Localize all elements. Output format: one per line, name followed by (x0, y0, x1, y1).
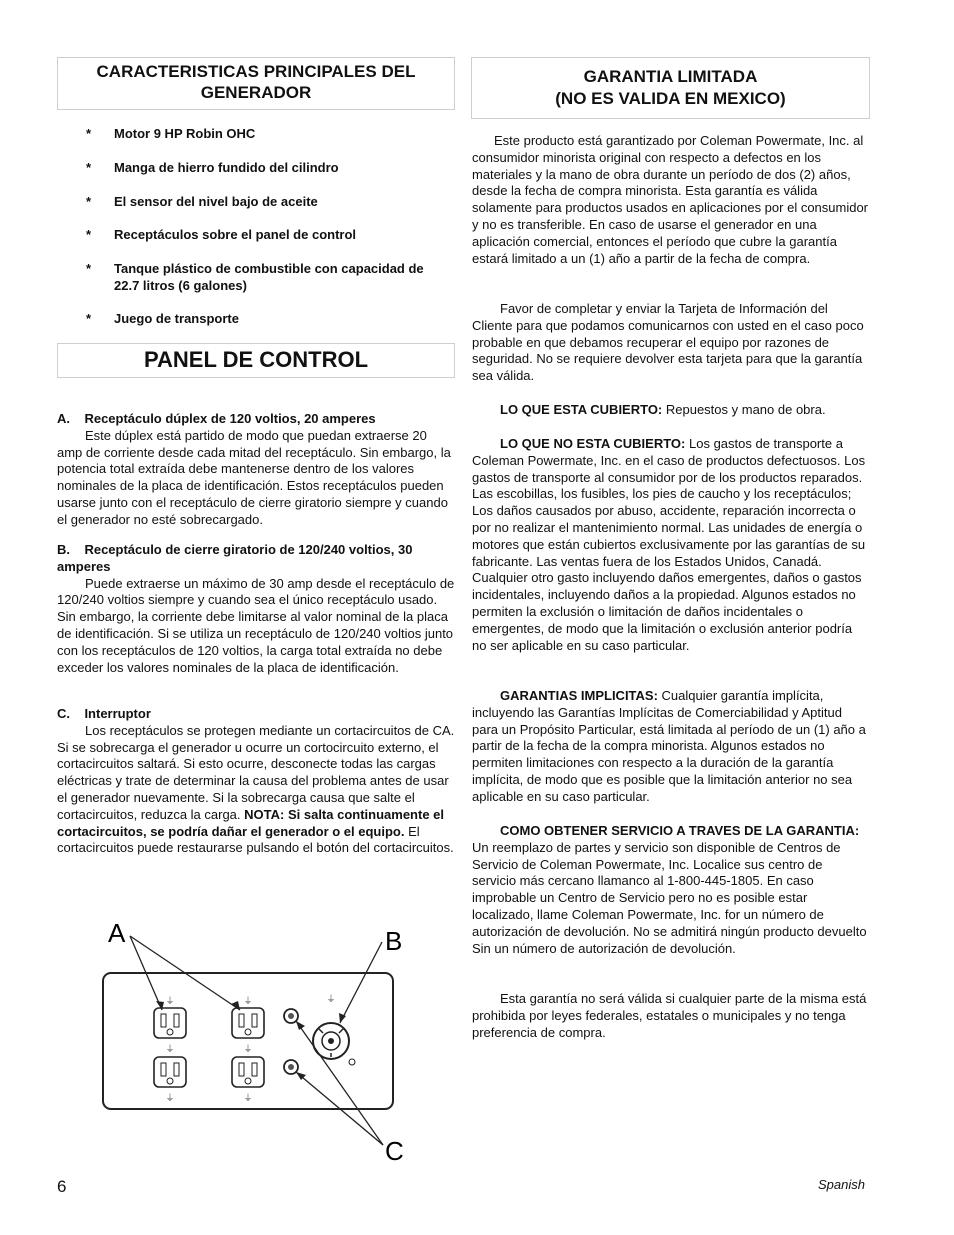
svg-text:⏚: ⏚ (165, 996, 175, 1006)
svg-text:⏚: ⏚ (165, 1044, 175, 1054)
section-b (57, 542, 455, 676)
section-a (57, 411, 455, 529)
not-covered-paragraph: LO QUE NO ESTA CUBIERTO: Los gastos de transporte a Coleman Powermate, Inc. en el caso de productos defectuosos. Los gastos de transporte al consumidor por de los productos reparados. Las escobillas, los fusibles, los pies de caucho y los receptáculos; Los daños causados por abuso, accidente, reparación incorrecta o por no realizar el mantenimiento normal. Las unidades de energía o motores que están cubiertos exclusivamente por las garantías de su fabricante. Las ventas fuera de los Estados Unidos, Canadá. Cualquier otro gasto incluyendo daños emergentes, daños o gastos incidentales, incluyendo daños a la propiedad. Algunos estados no permiten la exclusión o limitación de daños incidentales o emergentes, de modo que la limitación o exclusión anterior podría no ser aplicable en su caso particular. (472, 436, 866, 653)
section-b-body: Puede extraerse un máximo de 30 amp desde el receptáculo de 120/240 voltios siempre y cuando sea el único receptáculo usado. Sin embargo, la corriente debe limitarse al valor nominal de la placa de identificación. Si se utiliza un receptáculo de 120/240 voltios junto con los receptáculos de 120 voltios, la carga total extraída no debe exceder los valores nominales de la placa de identificación. (57, 575, 455, 675)
warranty-heading: GARANTIA LIMITADA (NO ES VALIDA EN MEXICO) (471, 57, 870, 119)
svg-text:⏚: ⏚ (243, 1093, 253, 1103)
label-a: A (108, 918, 126, 948)
svg-text:⏚: ⏚ (243, 996, 253, 1006)
section-a-body: Este dúplex está partido de modo que puedan extraerse 20 amp de corriente desde cada mitad del receptáculo. Sin embargo, la potencia total extraída debe mantenerse dentro de los valores nominales de la placa de identificación. Estos receptáculos pueden usarse junto con el receptáculo de cierre giratorio siempre y cuando el generador no esté sobrecargado. (57, 427, 451, 527)
void-paragraph: Esta garantía no será válida si cualquier parte de la misma está prohibida por leyes federales, estatales o municipales y no tenga preferencia de compra. (472, 991, 867, 1040)
label-c: C (385, 1136, 404, 1166)
language-label: Spanish (818, 1177, 865, 1192)
control-panel-heading: PANEL DE CONTROL (57, 343, 455, 378)
section-c-body: Los receptáculos se protegen mediante un cortacircuitos de CA. Si se sobrecarga el generador u ocurre un cortocircuito externo, el cortacircuitos saltará. Si esto ocurre, desconecte todas las cargas eléctricas y trate de determinar la causa del problema antes de usar el generador nuevamente. Si la sobrecarga causa que salte el cortacircuitos, reduzca la carga. NOTA: Si salta continuamente el cortacircuitos, se podría dañar el generador o el equipo. El cortacircuitos puede restaurarse pulsando el botón del cortacircuitos. (57, 722, 455, 856)
section-c (57, 706, 455, 857)
warranty-paragraph: Este producto está garantizado por Coleman Powermate, Inc. al consumidor minorista original con respecto a defectos en los materiales y la mano de obra durante un período de dos (2) años, desde la fecha de compra minorista. Esta garantía es válida solamente para productos usados en aplicaciones por el consumidor y no es transferible. En caso de usarse el generador en una aplicación comercial, entonces el período que cubre la garantía estará limitado a un (1) año a partir de la fecha de compra. (472, 133, 869, 266)
svg-text:⏚: ⏚ (326, 994, 336, 1004)
section-b-title: B. Receptáculo de cierre giratorio de 120/240 voltios, 30 amperes (57, 542, 413, 574)
label-b: B (385, 926, 403, 956)
page-number: 6 (57, 1177, 67, 1196)
note-bold: NOTA: Si salta continuamente el cortacircuitos, se podría dañar el generador o el equipo. (57, 806, 445, 839)
info-card-paragraph: Favor de completar y enviar la Tarjeta de Información del Cliente para que podamos comunicarnos con usted en el caso poco probable en que debamos recuperar el equipo por razones de seguridad. No se requiere devolver esta tarjeta para que la garantía sea válida. (472, 301, 864, 384)
svg-text:⏚: ⏚ (243, 1044, 253, 1054)
features-heading: CARACTERISTICAS PRINCIPALES DEL GENERADOR (57, 57, 455, 110)
service-paragraph: COMO OBTENER SERVICIO A TRAVES DE LA GARANTIA: Un reemplazo de partes y servicio son disponible de Centros de Servicio de Coleman Powermate, Inc. Localice sus centro de servicio más cercano llamanco al 1-800-445-1805. En caso improbable un Centro de Servicio pero no es posible estar localizado, llame Coleman Powermate, Inc. for un número de autorización de devolución. No se admitirá ningún producto devuelto Sin un número de autorización de devolución. (472, 823, 867, 956)
implied-warranty-paragraph: GARANTIAS IMPLICITAS: Cualquier garantía implícita, incluyendo las Garantías Implícitas de Comerciabilidad y Aptitud para un Propósito Particular, está limitada al período de un (1) año a partir de la fecha de la compra minorista. Algunos estados no permiten limitaciones con respecto a la duración de la garantía implícita, de modo que es posible que la limitación anterior no sea aplicable en su caso particular. (472, 688, 866, 804)
section-a-title: A. Receptáculo dúplex de 120 voltios, 20 amperes (57, 411, 376, 426)
svg-text:⏚: ⏚ (165, 1093, 175, 1103)
control-panel-diagram (100, 910, 420, 1170)
section-c-title: C. Interruptor (57, 706, 151, 721)
covered-paragraph: LO QUE ESTA CUBIERTO: Repuestos y mano de obra. (500, 402, 826, 417)
